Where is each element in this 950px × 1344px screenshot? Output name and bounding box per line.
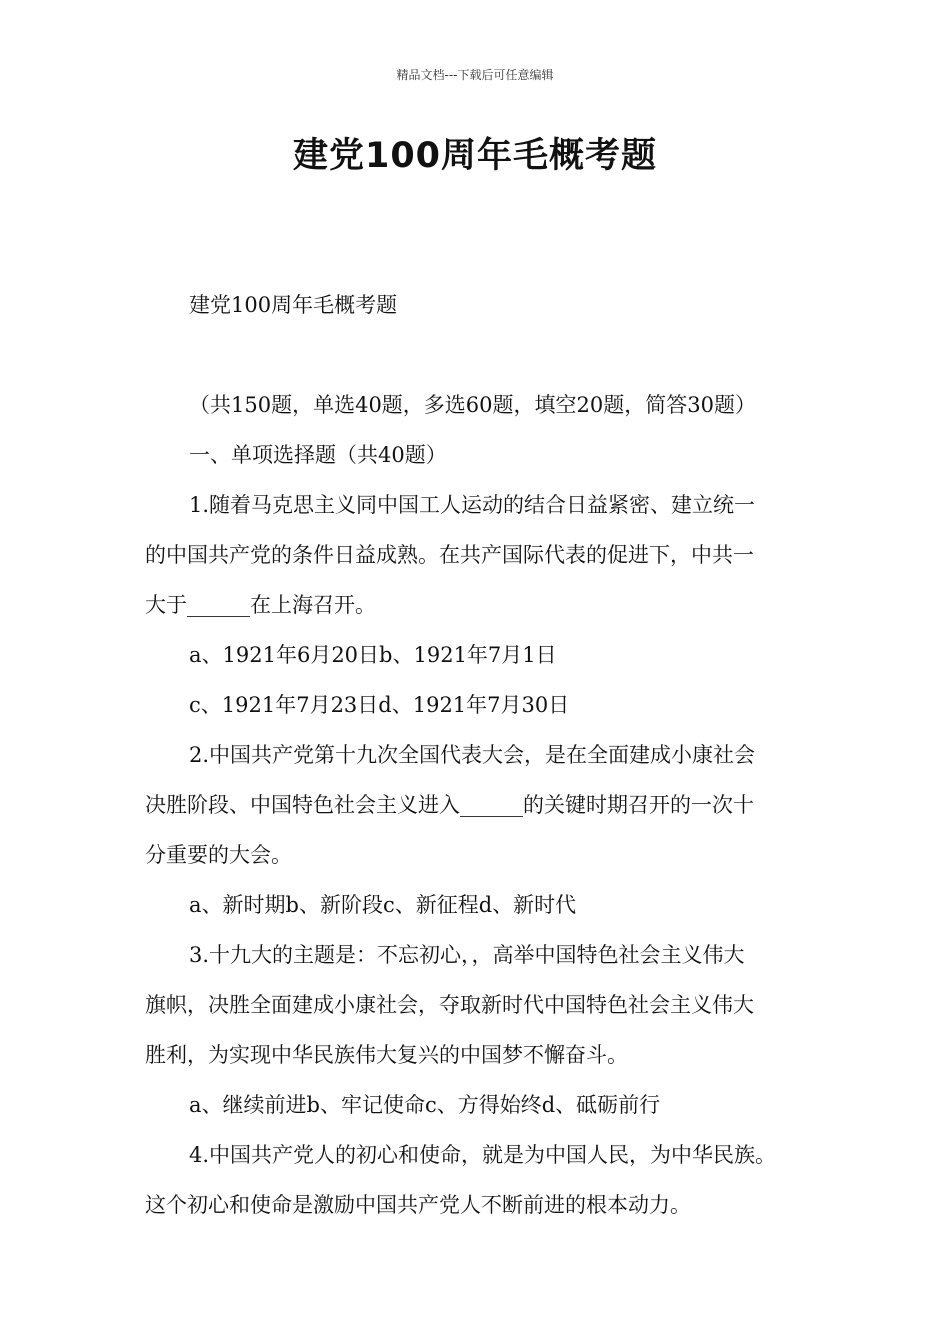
spacer xyxy=(145,330,825,380)
question-2-line-1: 2.中国共产党第十九次全国代表大会，是在全面建成小康社会 xyxy=(189,743,756,767)
question-4-line-1: 4.中国共产党人的初心和使命，就是为中国人民，为中华民族。 xyxy=(189,1143,777,1167)
question-3-line-2: 旗帜，决胜全面建成小康社会，夺取新时代中国特色社会主义伟大 xyxy=(145,993,754,1017)
question-1-options-1: a、1921年6月20日b、1921年7月1日 xyxy=(189,643,557,667)
question-summary: （共150题，单选40题，多选60题，填空20题，简答30题） xyxy=(189,393,756,417)
question-1-line-2: 的中国共产党的条件日益成熟。在共产国际代表的促进下，中共一 xyxy=(145,543,754,567)
question-1-line-3: 大于______在上海召开。 xyxy=(145,593,376,617)
question-2-options: a、新时期b、新阶段c、新征程d、新时代 xyxy=(189,893,577,917)
document-subtitle: 建党100周年毛概考题 xyxy=(189,293,398,317)
page-header: 精品文档---下载后可任意编辑 xyxy=(396,68,554,82)
section-heading: 一、单项选择题（共40题） xyxy=(189,443,447,467)
question-1-line-1: 1.随着马克思主义同中国工人运动的结合日益紧密、建立统一 xyxy=(189,493,756,517)
question-4-line-2: 这个初心和使命是激励中国共产党人不断前进的根本动力。 xyxy=(145,1193,691,1217)
question-3-options: a、继续前进b、牢记使命c、方得始终d、砥砺前行 xyxy=(189,1093,661,1117)
document-title: 建党100周年毛概考题 xyxy=(292,136,658,176)
question-3-line-1: 3.十九大的主题是：不忘初心，，高举中国特色社会主义伟大 xyxy=(189,943,745,967)
question-2-line-3: 分重要的大会。 xyxy=(145,843,292,867)
question-3-line-3: 胜利，为实现中华民族伟大复兴的中国梦不懈奋斗。 xyxy=(145,1043,628,1067)
question-1-options-2: c、1921年7月23日d、1921年7月30日 xyxy=(189,693,570,717)
document-body xyxy=(145,280,825,1230)
question-2-line-2: 决胜阶段、中国特色社会主义进入______的关键时期召开的一次十 xyxy=(145,793,754,817)
